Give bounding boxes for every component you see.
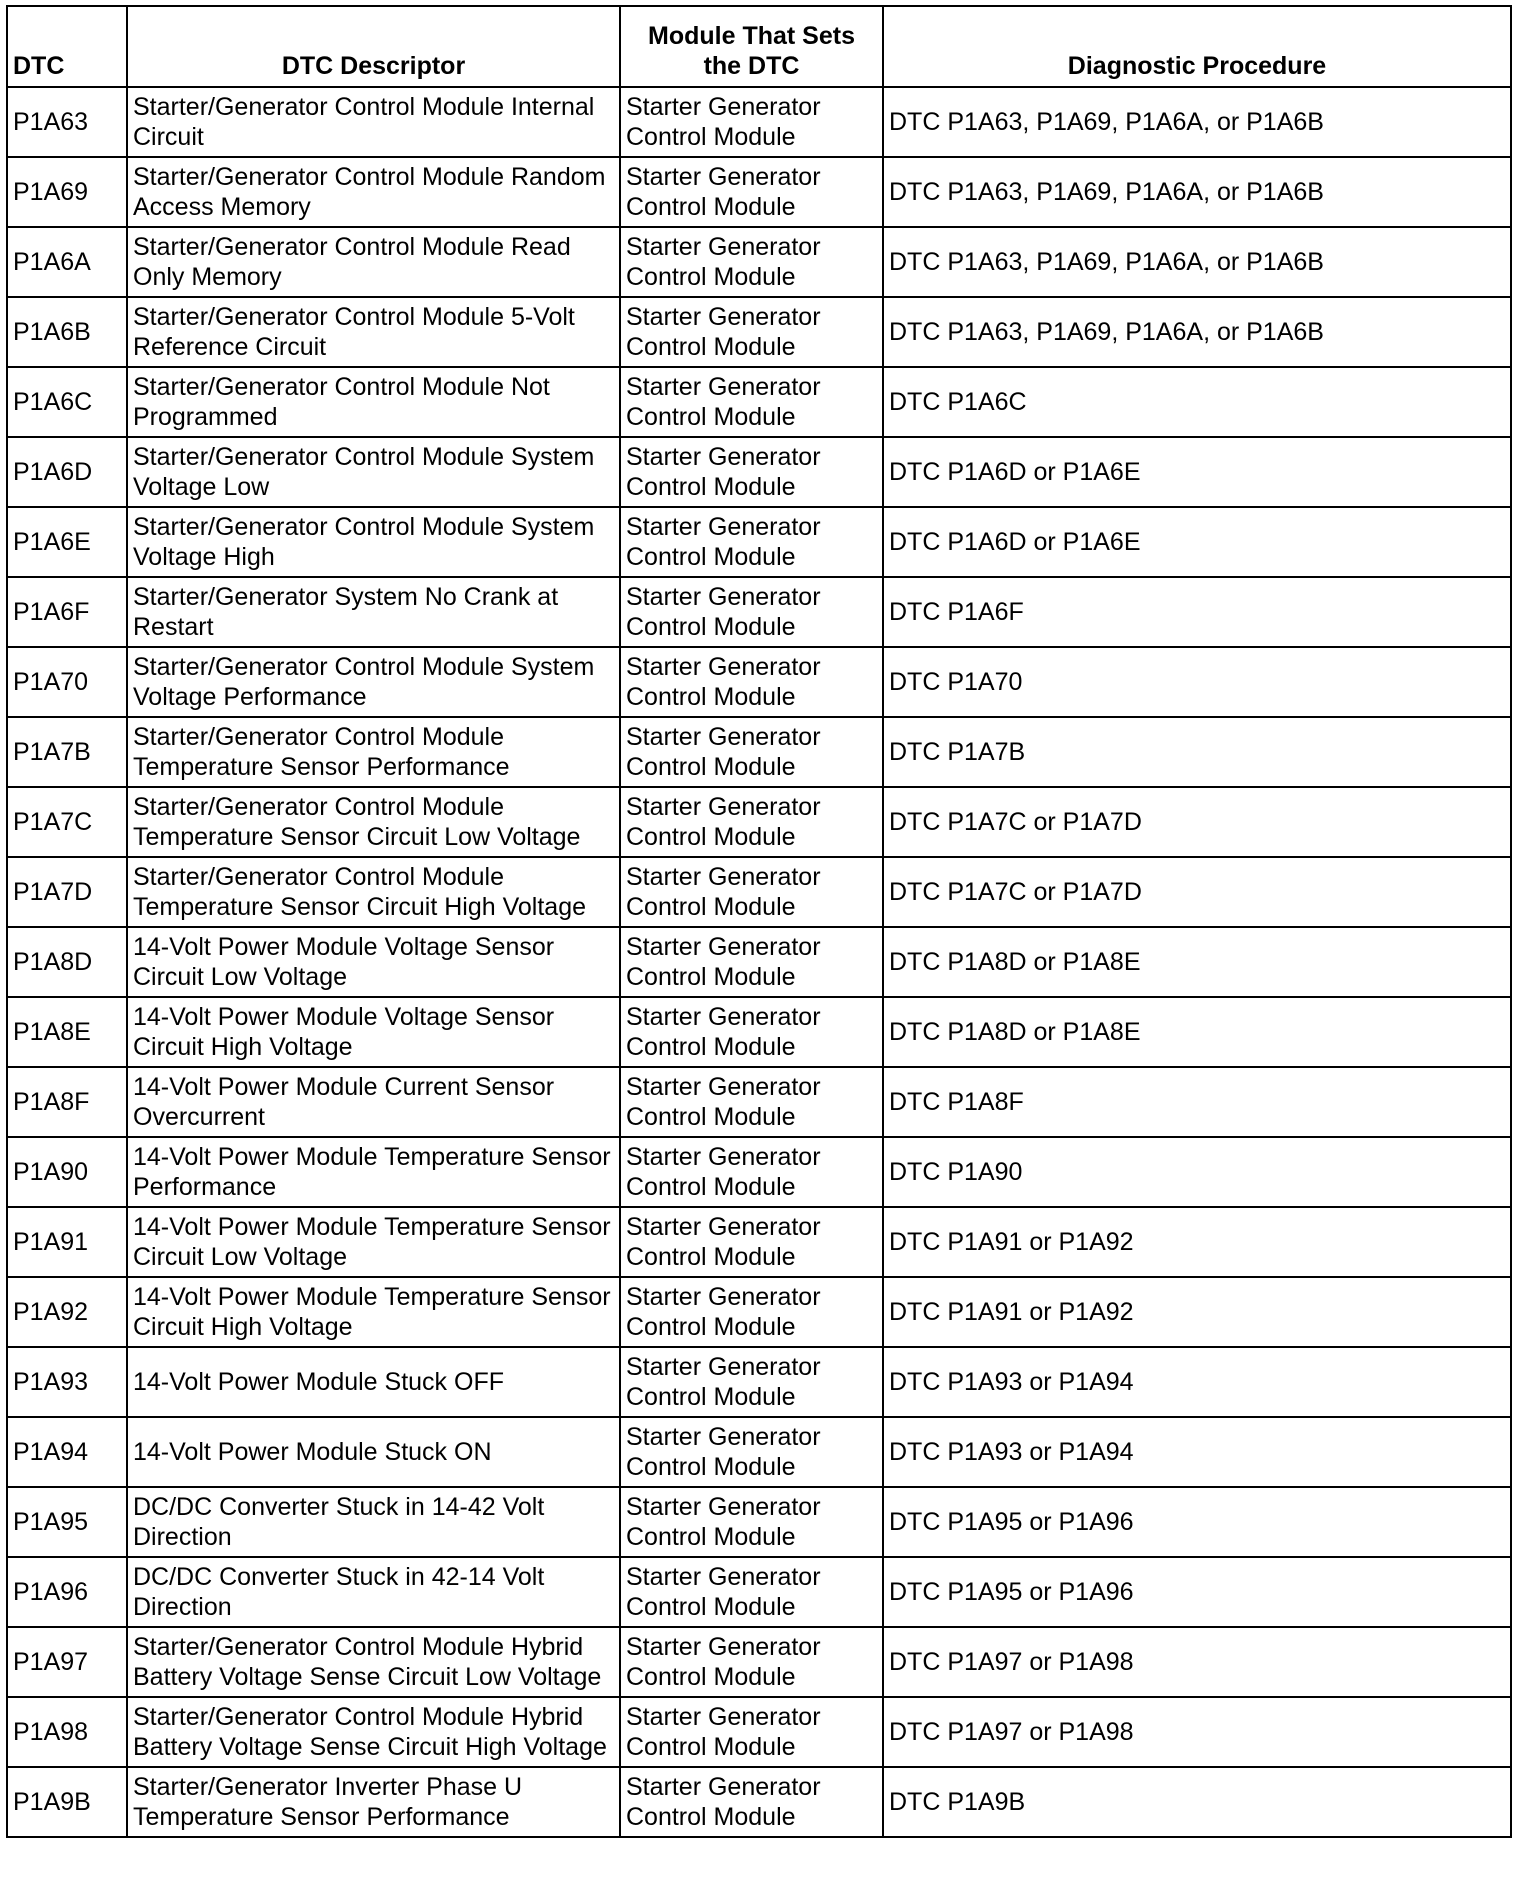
- table-body: [7, 87, 1511, 1837]
- cell-dtc: P1A7D: [7, 857, 127, 927]
- cell-module: Starter Generator Control Module: [620, 1137, 883, 1207]
- table-header-row: [7, 6, 1511, 87]
- header-descriptor: DTC Descriptor: [127, 6, 620, 87]
- cell-module: Starter Generator Control Module: [620, 787, 883, 857]
- cell-dtc: P1A8D: [7, 927, 127, 997]
- cell-procedure: DTC P1A6F: [883, 577, 1511, 647]
- cell-descriptor: Starter/Generator Control Module Random Access Memory: [127, 157, 620, 227]
- cell-module: Starter Generator Control Module: [620, 1557, 883, 1627]
- cell-module: Starter Generator Control Module: [620, 1067, 883, 1137]
- cell-module: Starter Generator Control Module: [620, 297, 883, 367]
- cell-descriptor: DC/DC Converter Stuck in 42-14 Volt Direction: [127, 1557, 620, 1627]
- header-dtc: DTC: [7, 6, 127, 87]
- cell-dtc: P1A94: [7, 1417, 127, 1487]
- cell-dtc: P1A93: [7, 1347, 127, 1417]
- table-row: [7, 1557, 1511, 1627]
- table-row: [7, 1347, 1511, 1417]
- header-procedure: Diagnostic Procedure: [883, 6, 1511, 87]
- dtc-table: [6, 5, 1512, 1838]
- dtc-table-sheet: [6, 5, 1510, 1838]
- cell-module: Starter Generator Control Module: [620, 717, 883, 787]
- cell-module: Starter Generator Control Module: [620, 437, 883, 507]
- cell-module: Starter Generator Control Module: [620, 1627, 883, 1697]
- cell-procedure: DTC P1A63, P1A69, P1A6A, or P1A6B: [883, 227, 1511, 297]
- cell-module: Starter Generator Control Module: [620, 1697, 883, 1767]
- cell-dtc: P1A95: [7, 1487, 127, 1557]
- cell-procedure: DTC P1A97 or P1A98: [883, 1627, 1511, 1697]
- cell-descriptor: 14-Volt Power Module Temperature Sensor Circuit Low Voltage: [127, 1207, 620, 1277]
- cell-module: Starter Generator Control Module: [620, 857, 883, 927]
- cell-module: Starter Generator Control Module: [620, 1277, 883, 1347]
- cell-module: Starter Generator Control Module: [620, 367, 883, 437]
- cell-procedure: DTC P1A8F: [883, 1067, 1511, 1137]
- header-module: Module That Sets the DTC: [620, 6, 883, 87]
- cell-descriptor: Starter/Generator Control Module Hybrid Battery Voltage Sense Circuit Low Voltage: [127, 1627, 620, 1697]
- cell-descriptor: 14-Volt Power Module Current Sensor Overcurrent: [127, 1067, 620, 1137]
- table-row: [7, 1417, 1511, 1487]
- cell-dtc: P1A98: [7, 1697, 127, 1767]
- table-row: [7, 297, 1511, 367]
- cell-dtc: P1A69: [7, 157, 127, 227]
- cell-module: Starter Generator Control Module: [620, 1487, 883, 1557]
- table-row: [7, 1137, 1511, 1207]
- cell-dtc: P1A97: [7, 1627, 127, 1697]
- cell-descriptor: 14-Volt Power Module Temperature Sensor Circuit High Voltage: [127, 1277, 620, 1347]
- cell-descriptor: Starter/Generator Control Module Temperature Sensor Circuit High Voltage: [127, 857, 620, 927]
- cell-procedure: DTC P1A8D or P1A8E: [883, 927, 1511, 997]
- cell-dtc: P1A90: [7, 1137, 127, 1207]
- table-row: [7, 437, 1511, 507]
- cell-dtc: P1A7B: [7, 717, 127, 787]
- cell-procedure: DTC P1A95 or P1A96: [883, 1487, 1511, 1557]
- cell-procedure: DTC P1A93 or P1A94: [883, 1417, 1511, 1487]
- cell-descriptor: Starter/Generator Control Module System Voltage Low: [127, 437, 620, 507]
- table-row: [7, 157, 1511, 227]
- cell-dtc: P1A8F: [7, 1067, 127, 1137]
- cell-procedure: DTC P1A6D or P1A6E: [883, 507, 1511, 577]
- cell-procedure: DTC P1A97 or P1A98: [883, 1697, 1511, 1767]
- table-row: [7, 87, 1511, 157]
- cell-procedure: DTC P1A91 or P1A92: [883, 1207, 1511, 1277]
- cell-dtc: P1A92: [7, 1277, 127, 1347]
- cell-dtc: P1A9B: [7, 1767, 127, 1837]
- cell-dtc: P1A6F: [7, 577, 127, 647]
- cell-module: Starter Generator Control Module: [620, 157, 883, 227]
- cell-dtc: P1A6A: [7, 227, 127, 297]
- cell-module: Starter Generator Control Module: [620, 1767, 883, 1837]
- cell-procedure: DTC P1A8D or P1A8E: [883, 997, 1511, 1067]
- cell-dtc: P1A91: [7, 1207, 127, 1277]
- cell-procedure: DTC P1A7B: [883, 717, 1511, 787]
- table-row: [7, 227, 1511, 297]
- cell-descriptor: Starter/Generator Control Module Temperature Sensor Circuit Low Voltage: [127, 787, 620, 857]
- table-row: [7, 1697, 1511, 1767]
- table-row: [7, 577, 1511, 647]
- table-row: [7, 717, 1511, 787]
- cell-descriptor: 14-Volt Power Module Temperature Sensor Performance: [127, 1137, 620, 1207]
- table-row: [7, 1767, 1511, 1837]
- cell-dtc: P1A6D: [7, 437, 127, 507]
- cell-procedure: DTC P1A95 or P1A96: [883, 1557, 1511, 1627]
- cell-descriptor: Starter/Generator Inverter Phase U Temperature Sensor Performance: [127, 1767, 620, 1837]
- cell-procedure: DTC P1A9B: [883, 1767, 1511, 1837]
- cell-procedure: DTC P1A63, P1A69, P1A6A, or P1A6B: [883, 297, 1511, 367]
- cell-descriptor: 14-Volt Power Module Voltage Sensor Circuit High Voltage: [127, 997, 620, 1067]
- cell-dtc: P1A7C: [7, 787, 127, 857]
- table-row: [7, 507, 1511, 577]
- table-row: [7, 857, 1511, 927]
- cell-module: Starter Generator Control Module: [620, 927, 883, 997]
- cell-module: Starter Generator Control Module: [620, 647, 883, 717]
- cell-module: Starter Generator Control Module: [620, 507, 883, 577]
- table-row: [7, 927, 1511, 997]
- cell-dtc: P1A70: [7, 647, 127, 717]
- table-row: [7, 1207, 1511, 1277]
- cell-descriptor: Starter/Generator Control Module Hybrid Battery Voltage Sense Circuit High Voltage: [127, 1697, 620, 1767]
- cell-descriptor: Starter/Generator Control Module 5-Volt Reference Circuit: [127, 297, 620, 367]
- table-row: [7, 647, 1511, 717]
- table-row: [7, 1487, 1511, 1557]
- cell-descriptor: Starter/Generator Control Module Not Programmed: [127, 367, 620, 437]
- cell-descriptor: 14-Volt Power Module Voltage Sensor Circuit Low Voltage: [127, 927, 620, 997]
- cell-dtc: P1A96: [7, 1557, 127, 1627]
- cell-procedure: DTC P1A6D or P1A6E: [883, 437, 1511, 507]
- table-row: [7, 1277, 1511, 1347]
- cell-descriptor: Starter/Generator Control Module System Voltage High: [127, 507, 620, 577]
- cell-dtc: P1A6B: [7, 297, 127, 367]
- table-row: [7, 787, 1511, 857]
- cell-descriptor: Starter/Generator System No Crank at Restart: [127, 577, 620, 647]
- cell-descriptor: DC/DC Converter Stuck in 14-42 Volt Direction: [127, 1487, 620, 1557]
- table-row: [7, 997, 1511, 1067]
- cell-descriptor: Starter/Generator Control Module Temperature Sensor Performance: [127, 717, 620, 787]
- cell-descriptor: Starter/Generator Control Module System Voltage Performance: [127, 647, 620, 717]
- table-row: [7, 1067, 1511, 1137]
- cell-dtc: P1A6C: [7, 367, 127, 437]
- table-row: [7, 367, 1511, 437]
- cell-dtc: P1A8E: [7, 997, 127, 1067]
- cell-module: Starter Generator Control Module: [620, 87, 883, 157]
- cell-module: Starter Generator Control Module: [620, 227, 883, 297]
- cell-procedure: DTC P1A7C or P1A7D: [883, 857, 1511, 927]
- table-row: [7, 1627, 1511, 1697]
- cell-descriptor: 14-Volt Power Module Stuck ON: [127, 1417, 620, 1487]
- cell-procedure: DTC P1A93 or P1A94: [883, 1347, 1511, 1417]
- cell-module: Starter Generator Control Module: [620, 1207, 883, 1277]
- cell-module: Starter Generator Control Module: [620, 1417, 883, 1487]
- cell-descriptor: Starter/Generator Control Module Read Only Memory: [127, 227, 620, 297]
- cell-procedure: DTC P1A7C or P1A7D: [883, 787, 1511, 857]
- cell-procedure: DTC P1A90: [883, 1137, 1511, 1207]
- cell-procedure: DTC P1A63, P1A69, P1A6A, or P1A6B: [883, 157, 1511, 227]
- cell-procedure: DTC P1A70: [883, 647, 1511, 717]
- cell-procedure: DTC P1A6C: [883, 367, 1511, 437]
- cell-procedure: DTC P1A91 or P1A92: [883, 1277, 1511, 1347]
- cell-descriptor: 14-Volt Power Module Stuck OFF: [127, 1347, 620, 1417]
- cell-module: Starter Generator Control Module: [620, 577, 883, 647]
- cell-dtc: P1A6E: [7, 507, 127, 577]
- cell-module: Starter Generator Control Module: [620, 997, 883, 1067]
- cell-dtc: P1A63: [7, 87, 127, 157]
- cell-descriptor: Starter/Generator Control Module Internal Circuit: [127, 87, 620, 157]
- cell-procedure: DTC P1A63, P1A69, P1A6A, or P1A6B: [883, 87, 1511, 157]
- cell-module: Starter Generator Control Module: [620, 1347, 883, 1417]
